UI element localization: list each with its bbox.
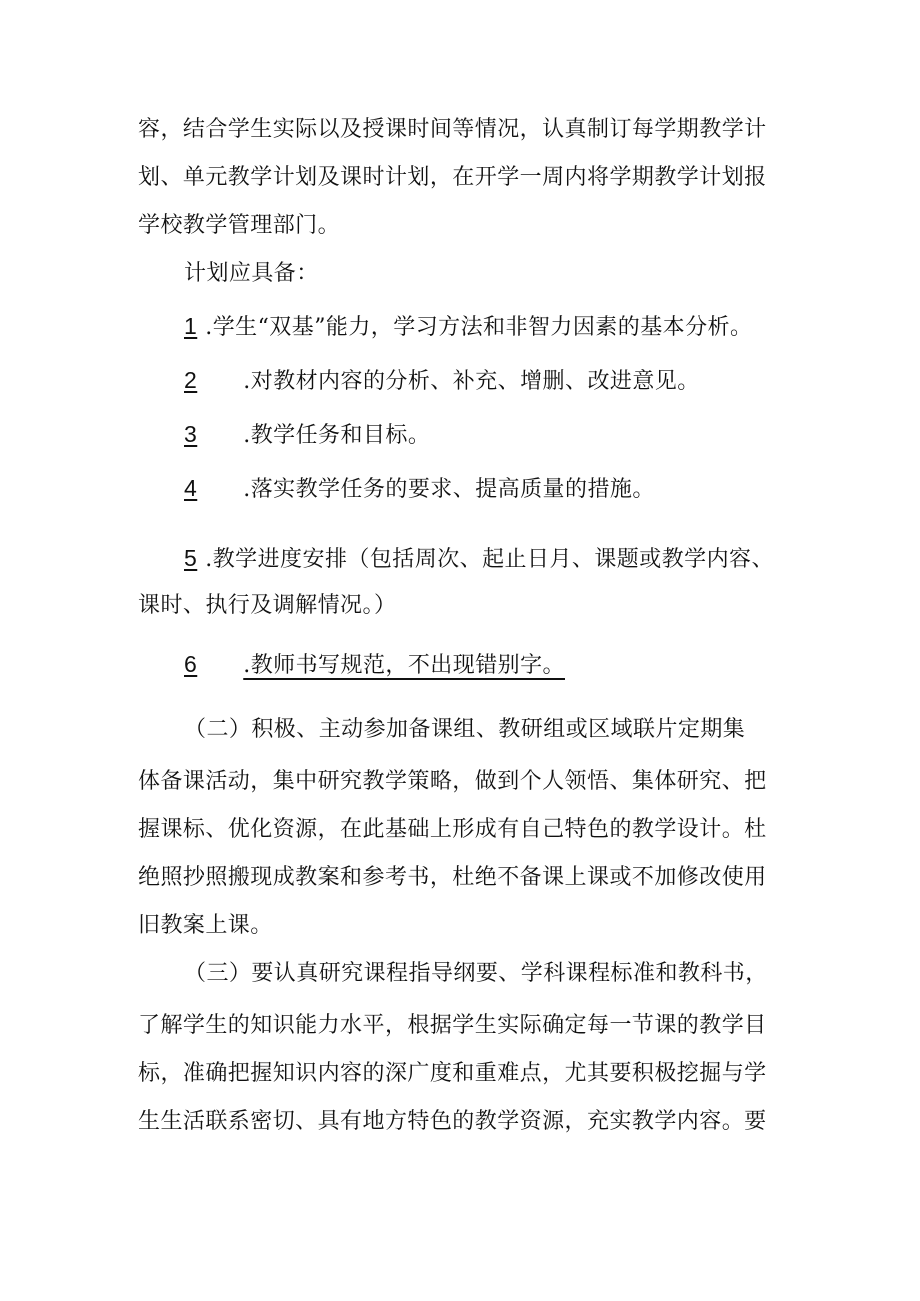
para3-line-2: 了解学生的知识能力水平，根据学生实际确定每一节课的教学目 [138,1013,767,1038]
para3-line-4: 生生活联系密切、具有地方特色的教学资源，充实教学内容。要 [138,1109,767,1134]
plan-item-5-continuation: 课时、执行及调解情况。） [138,593,397,618]
para1-line-2: 划、单元教学计划及课时计划，在开学一周内将学期教学计划报 [138,165,767,190]
plan-item-number: 3 [184,421,198,447]
plan-item-text: .落实教学任务的要求、提高质量的措施。 [243,477,655,502]
plan-item-4 [184,473,655,505]
para3-line-3: 标，准确把握知识内容的深广度和重难点，尤其要积极挖掘与学 [138,1061,767,1086]
plan-item-text: .对教材内容的分析、补充、增删、改进意见。 [243,369,700,394]
plan-item-text: .学生“双基”能力，学习方法和非智力因素的基本分析。 [205,315,753,340]
plan-item-number: 4 [184,475,198,501]
plan-item-text: .教学任务和目标。 [243,423,431,448]
plan-item-6 [184,649,571,681]
para2-line-2: 体备课活动，集中研究教学策略，做到个人领悟、集体研究、把 [138,769,767,794]
plan-item-number: 1 [184,313,198,339]
para1-line-1: 容，结合学生实际以及授课时间等情况，认真制订每学期教学计 [138,117,767,142]
para2-line-5: 旧教案上课。 [138,913,273,938]
para2-line-1: （二）积极、主动参加备课组、教研组或区域联片定期集 [184,717,746,742]
para2-line-4: 绝照抄照搬现成教案和参考书，杜绝不备课上课或不加修改使用 [138,865,767,890]
plan-item-text: .教学进度安排（包括周次、起止日月、课题或教学内容、 [205,547,774,572]
para2-line-3: 握课标、优化资源，在此基础上形成有自己特色的教学设计。杜 [138,817,767,842]
plan-item-number: 5 [184,545,198,571]
para3-line-1: （三）要认真研究课程指导纲要、学科课程标准和教科书， [184,961,768,986]
para1-line-3: 学校教学管理部门。 [138,213,341,238]
plan-item-text: .教师书写规范，不出现错别字。 [243,653,565,678]
plan-intro: 计划应具备： [184,261,319,286]
plan-item-number: 2 [184,367,198,393]
plan-item-5 [184,543,774,575]
plan-item-1 [184,311,752,343]
plan-item-3 [184,419,430,451]
plan-item-2 [184,365,700,397]
plan-item-number: 6 [184,651,198,677]
